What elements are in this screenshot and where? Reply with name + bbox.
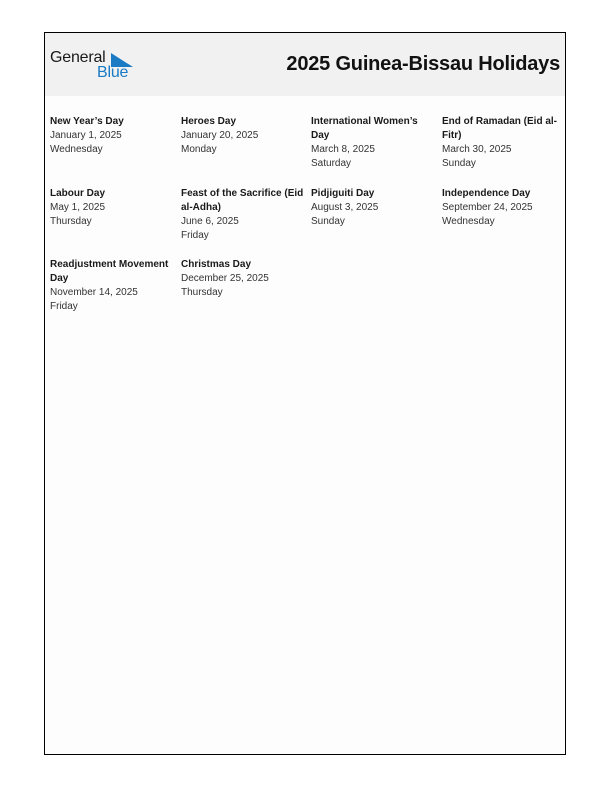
holiday-item (50, 187, 174, 229)
holiday-item (442, 187, 566, 229)
header (45, 33, 565, 96)
holiday-date: August 3, 2025 (311, 202, 379, 213)
holiday-date: November 14, 2025 (50, 287, 138, 298)
holiday-weekday: Wednesday (50, 144, 103, 155)
holiday-name: Feast of the Sacrifice (Eid al-Adha) (181, 188, 304, 213)
holiday-item (311, 187, 435, 229)
holiday-item (181, 187, 305, 243)
logo-general-text: General (50, 49, 106, 66)
holiday-date: September 24, 2025 (442, 202, 533, 213)
holiday-date: May 1, 2025 (50, 202, 106, 213)
holiday-date: January 1, 2025 (50, 130, 122, 141)
holiday-name: Independence Day (442, 188, 531, 199)
holiday-weekday: Thursday (181, 287, 223, 298)
holiday-item (181, 258, 305, 300)
page-title: 2025 Guinea-Bissau Holidays (286, 53, 560, 75)
holiday-name: Pidjiguiti Day (311, 188, 375, 199)
holiday-item (181, 115, 305, 157)
logo-blue-text: Blue (97, 64, 129, 81)
holiday-name: Readjustment Movement Day (50, 259, 169, 284)
holiday-weekday: Monday (181, 144, 217, 155)
holiday-weekday: Thursday (50, 216, 92, 227)
holiday-date: December 25, 2025 (181, 273, 269, 284)
holiday-name: Labour Day (50, 188, 106, 199)
holiday-weekday: Sunday (442, 158, 476, 169)
generalblue-logo (50, 49, 140, 83)
holiday-name: International Women’s Day (311, 116, 418, 141)
holiday-item (442, 115, 566, 171)
holiday-name: Heroes Day (181, 116, 237, 127)
holiday-item (50, 258, 174, 314)
holiday-weekday: Friday (181, 230, 209, 241)
holiday-item (311, 115, 435, 171)
page-frame (44, 32, 566, 755)
holiday-date: March 8, 2025 (311, 144, 375, 155)
holiday-weekday: Friday (50, 301, 78, 312)
holiday-weekday: Sunday (311, 216, 345, 227)
holiday-item (50, 115, 174, 157)
holiday-date: March 30, 2025 (442, 144, 512, 155)
holiday-weekday: Wednesday (442, 216, 495, 227)
holiday-name: End of Ramadan (Eid al-Fitr) (442, 116, 558, 141)
holiday-date: June 6, 2025 (181, 216, 239, 227)
holiday-name: Christmas Day (181, 259, 252, 270)
holiday-date: January 20, 2025 (181, 130, 259, 141)
holiday-name: New Year’s Day (50, 116, 124, 127)
holiday-weekday: Saturday (311, 158, 352, 169)
